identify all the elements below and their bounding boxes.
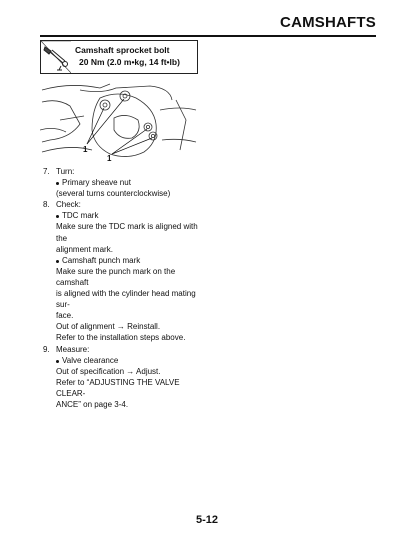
paragraph-line: ANCE” on page 3-4. [56, 399, 129, 409]
paragraph-line: Make sure the punch mark on the camshaft [56, 266, 176, 287]
spec-torque-value: 20 Nm (2.0 m•kg, 14 ft•lb) [79, 57, 180, 67]
bullet-text: Camshaft punch mark [62, 255, 141, 265]
step-number: 8. [43, 200, 50, 210]
step-item [42, 199, 202, 210]
bullet-item [42, 177, 202, 188]
torque-spec-text [75, 44, 180, 68]
bullet-icon [56, 215, 59, 218]
spec-part-name: Camshaft sprocket bolt [75, 45, 170, 55]
instruction-list [42, 166, 202, 410]
bullet-item [42, 210, 202, 221]
step-label: Measure: [56, 344, 90, 354]
paragraph-line: Refer to “ADJUSTING THE VALVE CLEAR- [56, 377, 180, 398]
bullet-item [42, 255, 202, 266]
paragraph-line: face. [56, 311, 74, 321]
bullet-item [42, 355, 202, 366]
torque-spec-box [40, 40, 198, 74]
header-rule [40, 35, 376, 37]
bullet-text: TDC mark [62, 211, 99, 221]
step-item [42, 166, 202, 177]
figure-callout: 1 [107, 154, 112, 162]
step-number: 9. [43, 344, 50, 354]
paragraph-line: Out of alignment → Reinstall. [56, 322, 161, 332]
paragraph-line: Make sure the TDC mark is aligned with the [56, 222, 198, 243]
page-number: 5-12 [196, 514, 219, 526]
step-item [42, 344, 202, 355]
paragraph-line: (several turns counterclockwise) [56, 189, 171, 199]
bullet-icon [56, 182, 59, 185]
page-title: CAMSHAFTS [280, 14, 376, 31]
bullet-text: Valve clearance [62, 355, 119, 365]
step-label: Turn: [56, 167, 75, 176]
camshaft-illustration [40, 80, 198, 162]
bullet-icon [56, 360, 59, 363]
torque-wrench-icon [41, 41, 71, 73]
paragraph-line: Refer to the installation steps above. [56, 333, 186, 343]
step-number: 7. [43, 167, 50, 176]
figure-callout: 1 [83, 145, 88, 154]
paragraph-line: is aligned with the cylinder head mating sur- [56, 289, 196, 310]
paragraph-line: alignment mark. [56, 244, 113, 254]
paragraph-line: Out of specification → Adjust. [56, 366, 161, 376]
step-label: Check: [56, 200, 81, 210]
bullet-icon [56, 260, 59, 263]
bullet-text: Primary sheave nut [62, 178, 131, 188]
